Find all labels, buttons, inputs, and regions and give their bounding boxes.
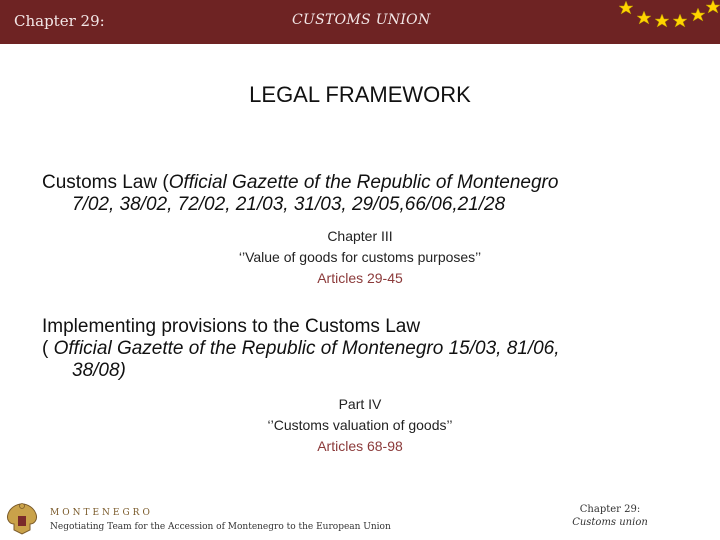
header-chapter: Chapter 29:: [14, 12, 105, 30]
part-subject: ‘’Customs valuation of goods’’: [267, 417, 453, 433]
implementing-provisions-paragraph: [42, 316, 560, 382]
chapter-subject: ‘’Value of goods for customs purposes’’: [238, 249, 482, 265]
customs-law-paragraph: [42, 172, 558, 216]
footer-team: Negotiating Team for the Accession of Montenegro to the European Union: [50, 522, 391, 532]
articles-reference: Articles 29-45: [317, 270, 403, 286]
star-icon: [706, 0, 720, 13]
footer-right: [560, 503, 660, 529]
star-icon: [673, 14, 687, 27]
star-icon: [655, 14, 669, 27]
eu-stars-icon: [610, 0, 720, 44]
footer-left: [0, 494, 420, 540]
implementing-line-2: ( Official Gazette of the Republic of Montenegro 15/03, 81/06,: [42, 338, 560, 359]
articles-reference: Articles 68-98: [317, 438, 403, 454]
montenegro-crest-icon: [2, 500, 42, 536]
footer-chapter: Chapter 29:: [579, 504, 641, 515]
footer-topic: Customs union: [572, 517, 648, 528]
chapter-reference: Chapter III: [327, 228, 393, 244]
customs-law-line-1: Customs Law (Official Gazette of the Republic of Montenegro: [42, 172, 559, 193]
implementing-reference: [0, 394, 720, 457]
star-icon: [619, 1, 633, 14]
customs-law-reference: [0, 226, 720, 289]
star-icon: [691, 8, 705, 21]
header-section-title: CUSTOMS UNION: [292, 12, 431, 28]
part-reference: Part IV: [338, 396, 382, 412]
implementing-line-3: 38/08): [72, 360, 126, 381]
page-title: LEGAL FRAMEWORK: [249, 82, 471, 107]
header-bar: [0, 0, 720, 44]
footer-country: MONTENEGRO: [50, 508, 153, 518]
star-icon: [637, 11, 651, 24]
implementing-line-1: Implementing provisions to the Customs Law: [42, 316, 421, 337]
customs-law-line-2: 7/02, 38/02, 72/02, 21/03, 31/03, 29/05,66/06,21/28: [72, 194, 506, 215]
